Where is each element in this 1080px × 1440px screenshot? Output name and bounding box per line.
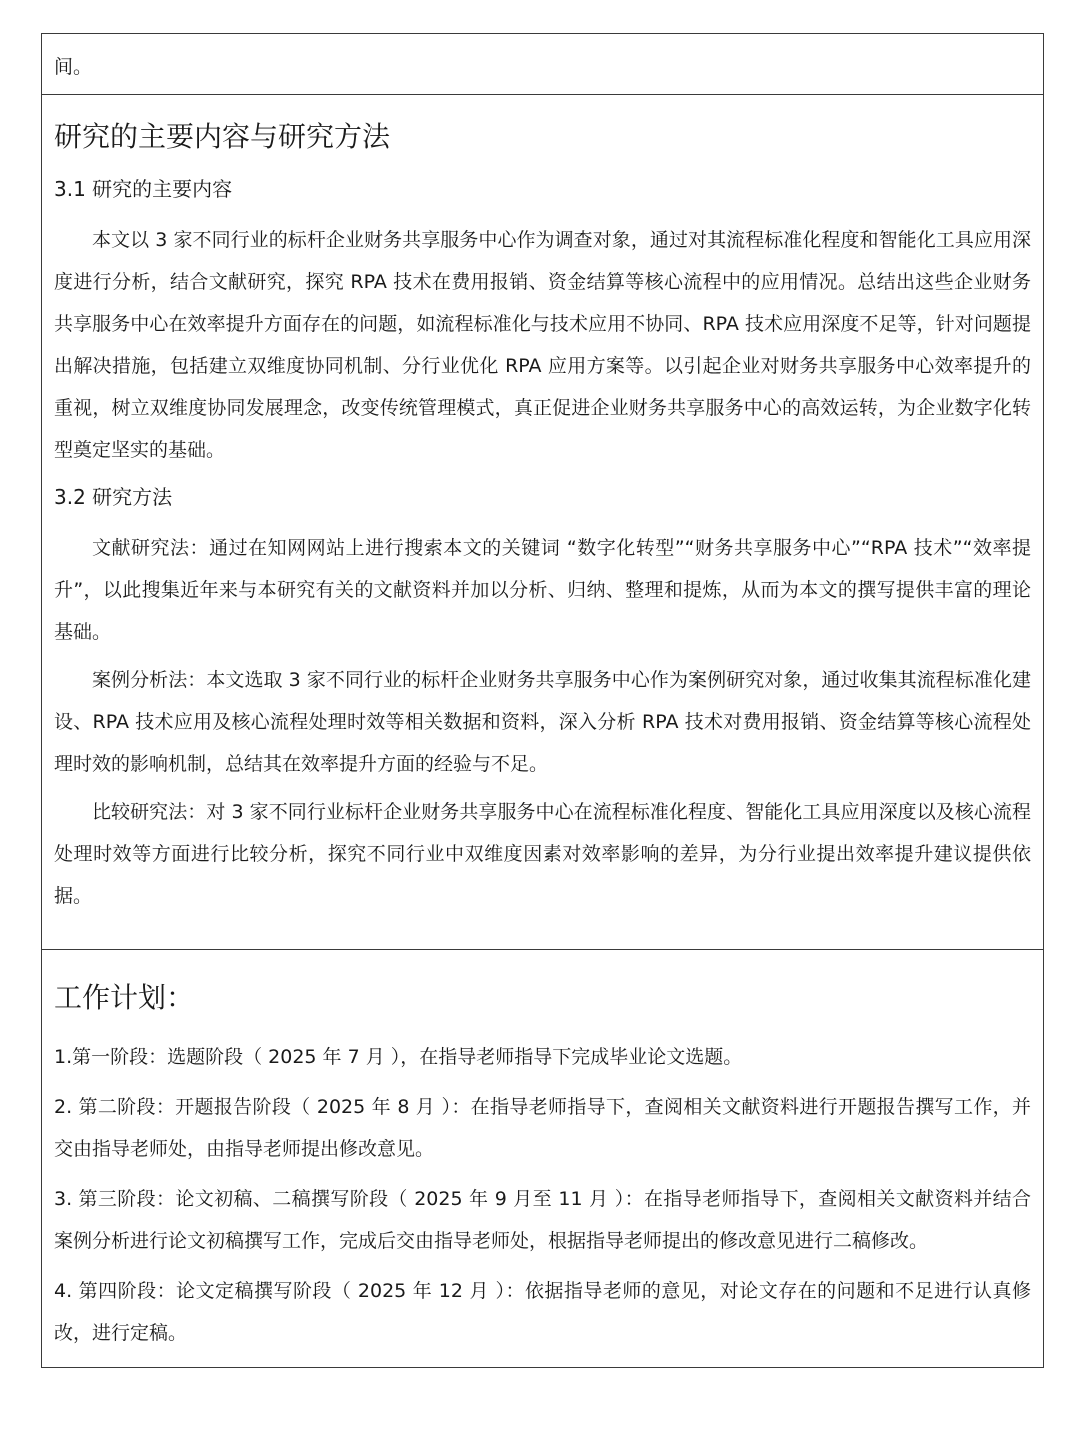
methods-subtitle: 3.2 研究方法	[54, 485, 173, 509]
research-cell	[42, 94, 1043, 949]
research-section-title: 研究的主要内容与研究方法	[54, 120, 391, 153]
plan-stage-1: 1.第一阶段：选题阶段（ 2025 年 7 月 ），在指导老师指导下完成毕业论文选题。	[54, 1046, 743, 1068]
method-literature-paragraph: 文献研究法：通过在知网网站上进行搜索本文的关键词 “数字化转型”“财务共享服务中心”“RPA 技术”“效率提升”，以此搜集近年来与本研究有关的文献资料并加以分析、归纳、整理和提炼，从而为本文的撰写提供丰富的理论基础。	[54, 537, 1031, 643]
work-plan-title: 工作计划：	[54, 981, 195, 1014]
plan-cell	[42, 949, 1043, 1367]
top-cell	[42, 34, 1043, 94]
plan-stage-3: 3. 第三阶段：论文初稿、二稿撰写阶段（ 2025 年 9 月至 11 月 ）：在指导老师指导下，查阅相关文献资料并结合案例分析进行论文初稿撰写工作，完成后交由指导老师处，根据指导老师提出的修改意见进行二稿修改。	[54, 1188, 1031, 1252]
main-content-paragraph: 本文以 3 家不同行业的标杆企业财务共享服务中心作为调查对象，通过对其流程标准化程度和智能化工具应用深度进行分析，结合文献研究，探究 RPA 技术在费用报销、资金结算等核心流程中的应用情况。总结出这些企业财务共享服务中心在效率提升方面存在的问题，如流程标准化与技术应用不协同、RPA 技术应用深度不足等，针对问题提出解决措施，包括建立双维度协同机制、分行业优化 RPA 应用方案等。以引起企业对财务共享服务中心效率提升的重视，树立双维度协同发展理念，改变传统管理模式，真正促进企业财务共享服务中心的高效运转，为企业数字化转型奠定坚实的基础。	[54, 229, 1031, 461]
document-table	[41, 33, 1044, 1368]
method-case-paragraph: 案例分析法：本文选取 3 家不同行业的标杆企业财务共享服务中心作为案例研究对象，通过收集其流程标准化建设、RPA 技术应用及核心流程处理时效等相关数据和资料，深入分析 RPA 技术对费用报销、资金结算等核心流程处理时效的影响机制，总结其在效率提升方面的经验与不足。	[54, 669, 1031, 775]
plan-stage-2: 2. 第二阶段：开题报告阶段（ 2025 年 8 月 ）：在指导老师指导下，查阅相关文献资料进行开题报告撰写工作，并交由指导老师处，由指导老师提出修改意见。	[54, 1096, 1031, 1160]
plan-stage-4: 4. 第四阶段：论文定稿撰写阶段（ 2025 年 12 月 ）：依据指导老师的意见，对论文存在的问题和不足进行认真修改，进行定稿。	[54, 1280, 1031, 1344]
continued-text: 间。	[54, 56, 93, 78]
method-comparison-paragraph: 比较研究法：对 3 家不同行业标杆企业财务共享服务中心在流程标准化程度、智能化工具应用深度以及核心流程处理时效等方面进行比较分析，探究不同行业中双维度因素对效率影响的差异，为分行业提出效率提升建议提供依据。	[54, 801, 1031, 907]
main-content-subtitle: 3.1 研究的主要内容	[54, 177, 233, 201]
